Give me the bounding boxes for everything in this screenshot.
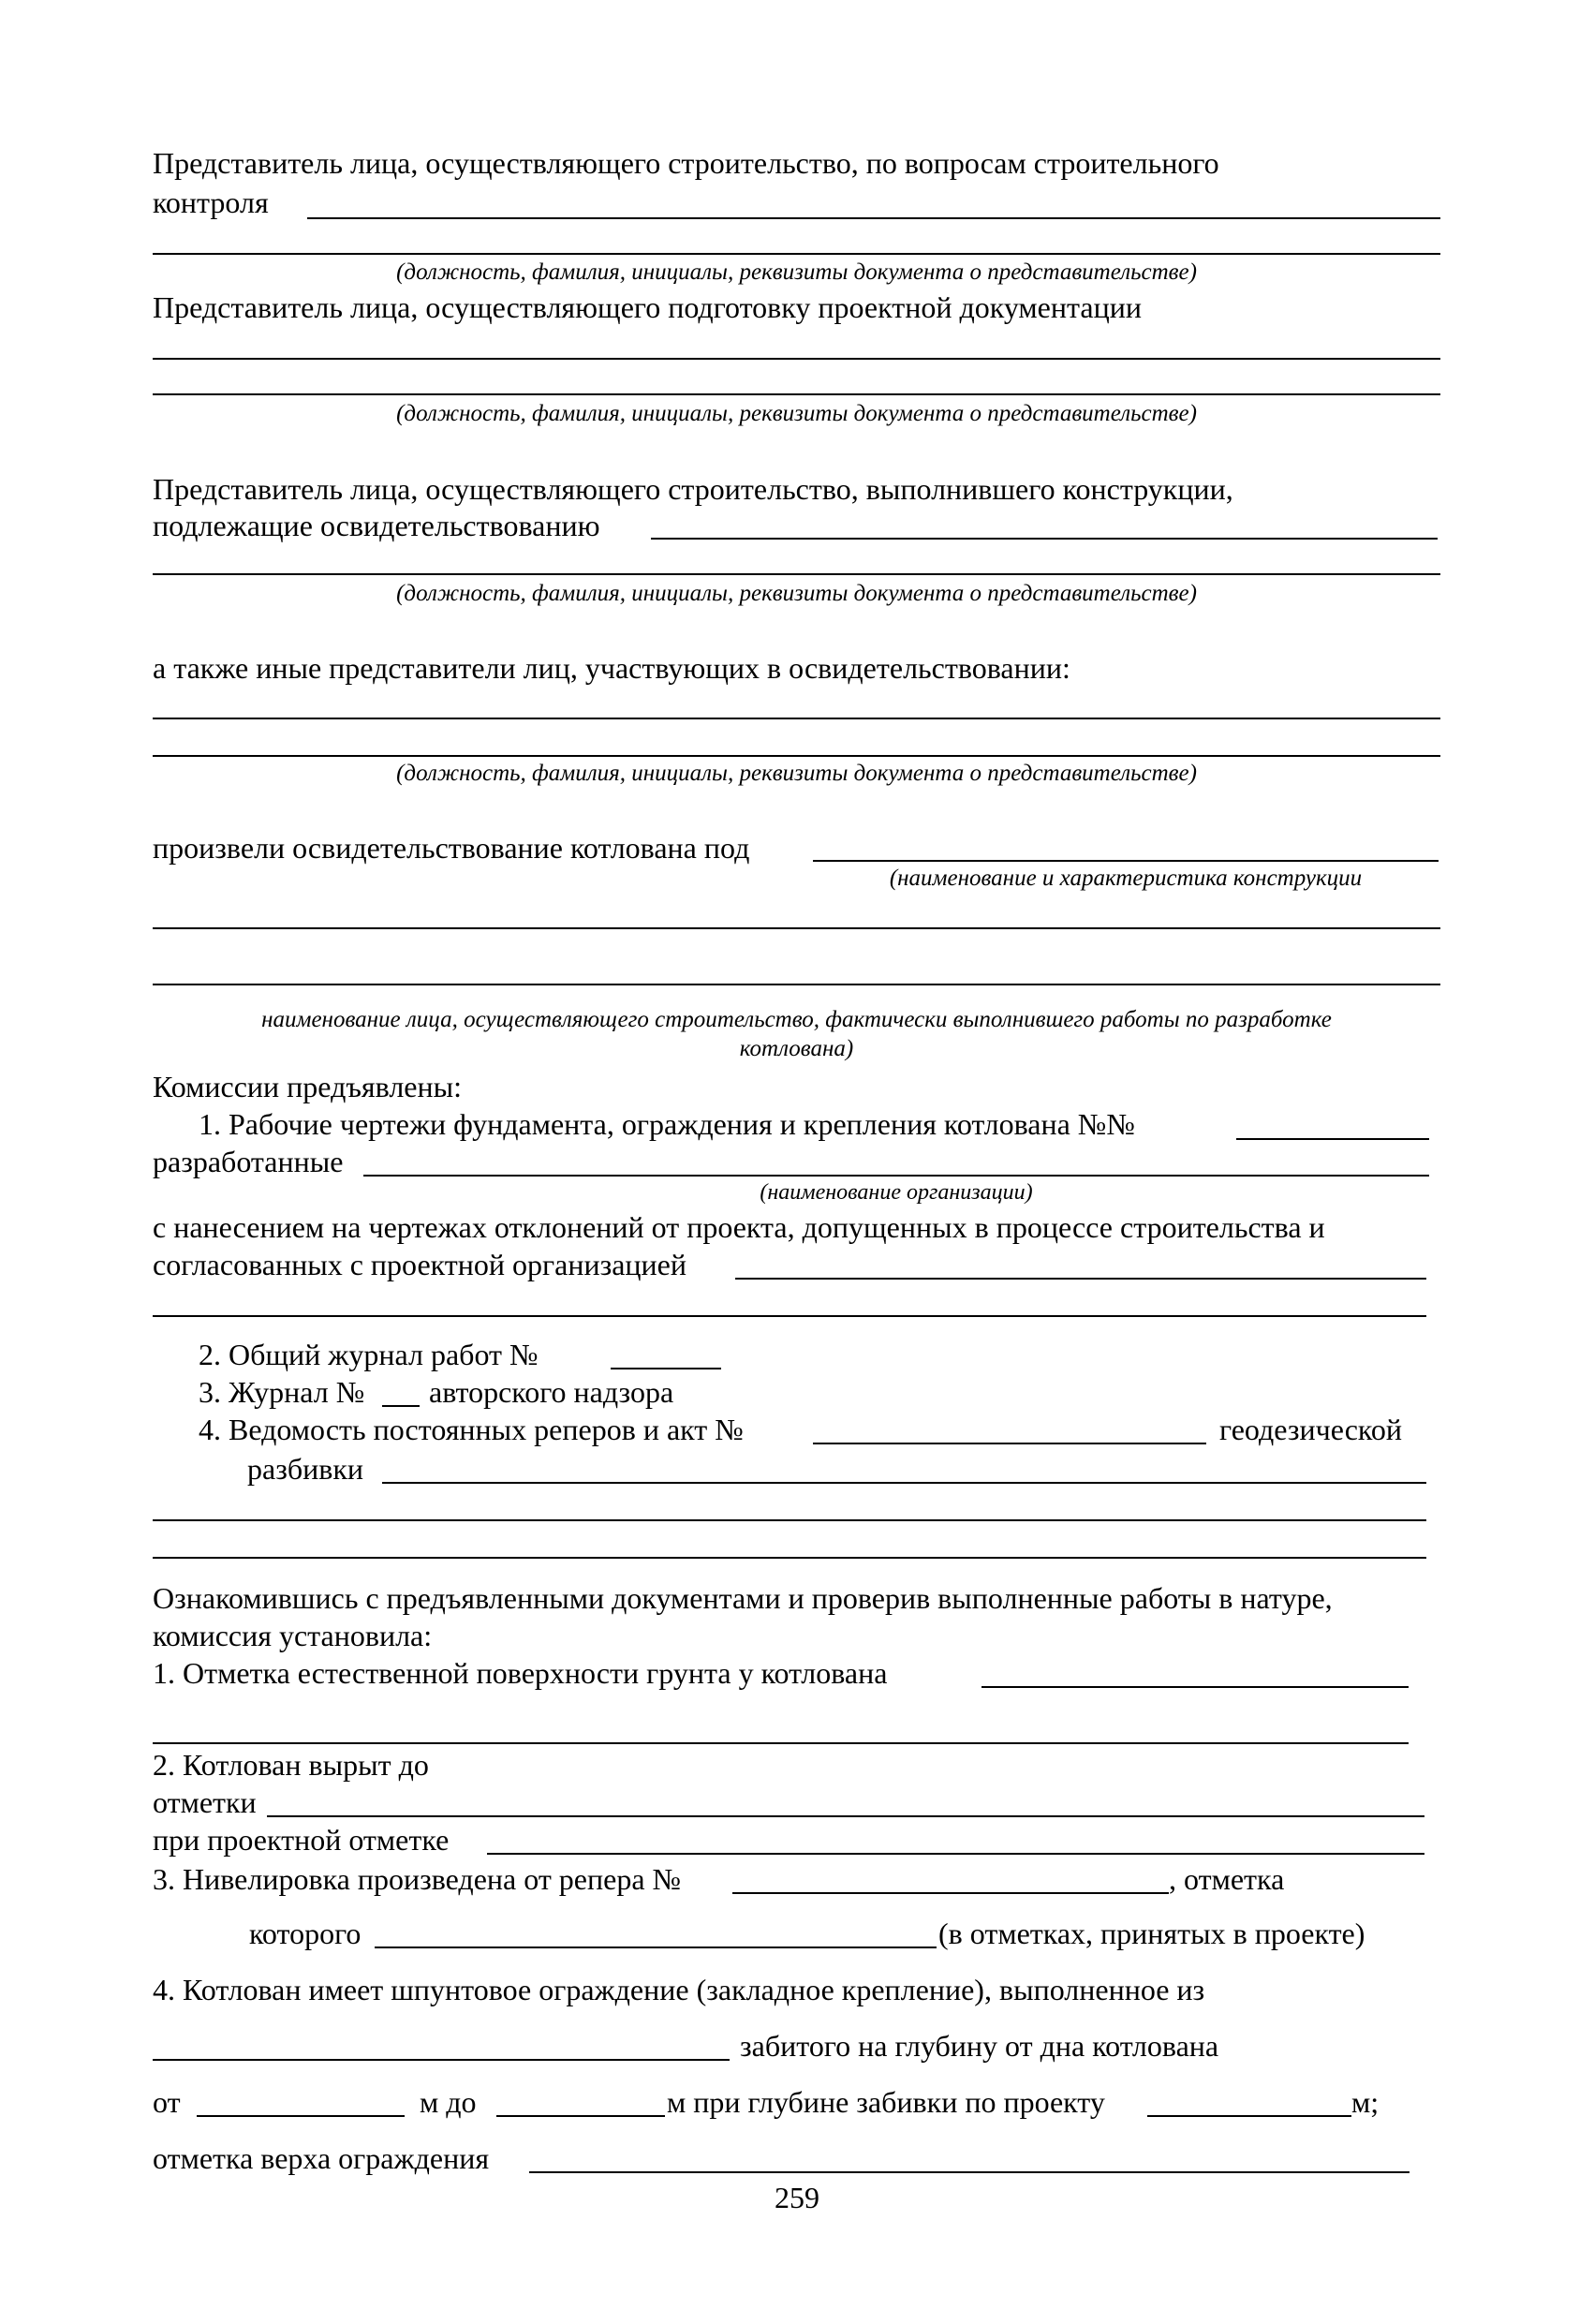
commission-heading: Комиссии предъявлены:	[153, 1070, 462, 1103]
ground-surface-label: 1. Отметка естественной поверхности грунта у котлована	[153, 1656, 888, 1690]
findings-intro: Ознакомившись с предъявленными документами и проверив выполненные работы в натуре,	[153, 1581, 1333, 1615]
item4-label: 4. Ведомость постоянных реперов и акт №	[199, 1413, 744, 1446]
benchmark-elevation-field[interactable]	[375, 1947, 937, 1948]
item3-label: 3. Журнал №	[199, 1375, 365, 1409]
benchmark-elevation-label: , отметка	[1169, 1862, 1285, 1896]
item2-number-field[interactable]	[611, 1368, 721, 1369]
item3-number-field[interactable]	[382, 1405, 420, 1407]
sheet-piling-material-field[interactable]	[153, 2059, 730, 2061]
inspection-label: произвели освидетельствование котлована под	[153, 831, 750, 865]
excavator-caption: наименование лица, осуществляющего строительство, фактически выполнившего работы по разработке	[261, 1007, 1332, 1032]
other-reps-field[interactable]	[153, 718, 1440, 719]
page-number: 259	[775, 2181, 819, 2214]
driven-depth-label: забитого на глубину от дна котлована	[740, 2029, 1219, 2063]
design-elevation-label: при проектной отметке	[153, 1823, 450, 1857]
sheet-piling-label: 4. Котлован имеет шпунтовое ограждение (закладное крепление), выполненное из	[153, 1973, 1205, 2006]
depth-to-field[interactable]	[496, 2115, 665, 2117]
item1-agreed-field[interactable]	[735, 1278, 1426, 1280]
design-depth-field[interactable]	[1147, 2115, 1351, 2117]
fence-top-field[interactable]	[529, 2171, 1410, 2173]
from-label: от	[153, 2085, 181, 2119]
depth-from-field[interactable]	[197, 2115, 405, 2117]
other-reps-label: а также иные представители лиц, участвующих в освидетельствовании:	[153, 651, 1070, 685]
construction-control-rep-label-cont: контроля	[153, 185, 269, 219]
inspection-field-2[interactable]	[153, 927, 1440, 929]
construction-control-rep-caption: (должность, фамилия, инициалы, реквизиты документа о представительстве)	[396, 259, 1197, 285]
ground-surface-field[interactable]	[981, 1686, 1409, 1688]
item1-agreed-field-2[interactable]	[153, 1315, 1426, 1317]
other-reps-caption: (должность, фамилия, инициалы, реквизиты документа о представительстве)	[396, 761, 1197, 786]
design-depth-label: м при глубине забивки по проекту	[667, 2085, 1105, 2119]
fence-top-label: отметка верха ограждения	[153, 2141, 490, 2175]
item1-developer-field[interactable]	[363, 1175, 1429, 1177]
construction-control-rep-label: Представитель лица, осуществляющего строительство, по вопросам строительного	[153, 146, 1219, 180]
design-rep-caption: (должность, фамилия, инициалы, реквизиты документа о представительстве)	[396, 401, 1197, 426]
builder-rep-field-2[interactable]	[153, 573, 1440, 575]
item4-layout-field-3[interactable]	[153, 1557, 1426, 1559]
elevation-label: отметки	[153, 1785, 257, 1819]
project-elevations-note: (в отметках, принятых в проекте)	[938, 1917, 1365, 1950]
item1-developed-label: разработанные	[153, 1145, 344, 1178]
excavator-caption-cont: котлована)	[739, 1036, 854, 1061]
elevation-field[interactable]	[267, 1815, 1424, 1817]
item4-geodetic-label: геодезической	[1219, 1413, 1402, 1446]
design-rep-field-2[interactable]	[153, 393, 1440, 395]
item1-deviations-label: с нанесением на чертежах отклонений от проекта, допущенных в процессе строительства и	[153, 1210, 1325, 1244]
builder-rep-label: Представитель лица, осуществляющего строительство, выполнившего конструкции,	[153, 472, 1233, 506]
item1-label: 1. Рабочие чертежи фундамента, ограждения и крепления котлована №№	[199, 1107, 1135, 1141]
item2-label: 2. Общий журнал работ №	[199, 1338, 539, 1371]
inspection-field[interactable]	[813, 860, 1439, 862]
item1-agreed-label: согласованных с проектной организацией	[153, 1248, 686, 1281]
meters-unit-label: м;	[1351, 2085, 1380, 2119]
item4-layout-label: разбивки	[247, 1452, 364, 1486]
leveling-label: 3. Нивелировка произведена от репера №	[153, 1862, 682, 1896]
builder-rep-label-cont: подлежащие освидетельствованию	[153, 509, 600, 542]
item4-layout-field-2[interactable]	[153, 1519, 1426, 1521]
inspection-field-3[interactable]	[153, 984, 1440, 985]
organization-caption: (наименование организации)	[760, 1180, 1033, 1205]
design-rep-label: Представитель лица, осуществляющего подготовку проектной документации	[153, 290, 1142, 324]
item1-number-field[interactable]	[1236, 1138, 1429, 1140]
construction-control-rep-field[interactable]	[307, 217, 1440, 219]
construction-control-rep-field-2[interactable]	[153, 253, 1440, 255]
findings-intro-cont: комиссия установила:	[153, 1619, 433, 1652]
item4-layout-field[interactable]	[382, 1482, 1426, 1484]
benchmark-number-field[interactable]	[732, 1892, 1169, 1894]
item4-act-number-field[interactable]	[813, 1443, 1206, 1444]
m-to-label: м до	[420, 2085, 477, 2119]
builder-rep-field[interactable]	[651, 538, 1438, 540]
design-rep-field[interactable]	[153, 358, 1440, 360]
builder-rep-caption: (должность, фамилия, инициалы, реквизиты документа о представительстве)	[396, 581, 1197, 606]
other-reps-field-2[interactable]	[153, 755, 1440, 757]
ground-surface-field-2[interactable]	[153, 1742, 1409, 1744]
which-label: которого	[249, 1917, 362, 1950]
dug-to-label: 2. Котлован вырыт до	[153, 1748, 429, 1782]
item3-supervision-label: авторского надзора	[429, 1375, 674, 1409]
design-elevation-field[interactable]	[487, 1853, 1424, 1855]
construction-characteristic-caption: (наименование и характеристика конструкции	[889, 866, 1363, 891]
